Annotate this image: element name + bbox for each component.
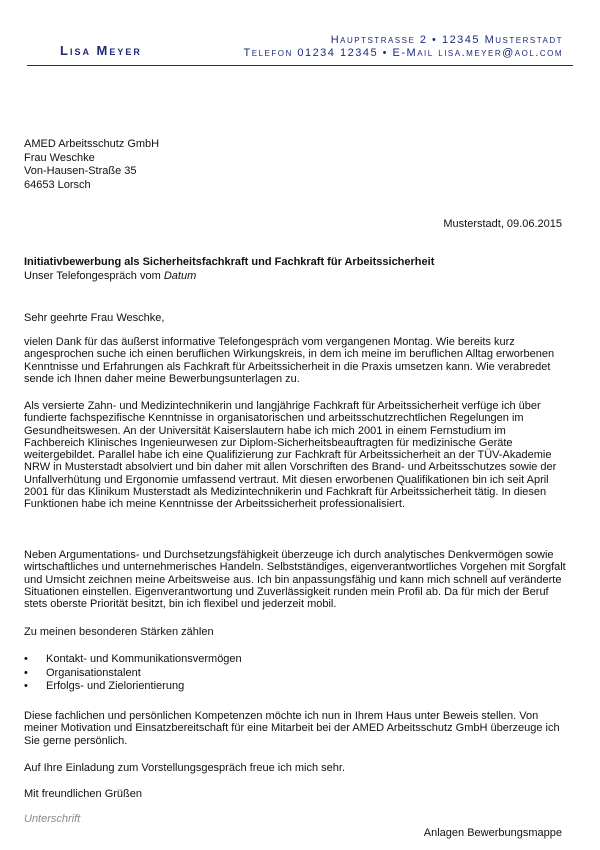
paragraph-skills <box>24 549 569 610</box>
paragraph-text: Diese fachlichen und persönlichen Kompetenzen möchte ich nun in Ihrem Haus unter Beweis stellen. Von meiner Motivation und Einsatzbereitschaft für eine Mitarbeit bei der AMED Arbeitsschutz GmbH überzeuge ich Sie gerne persönlich. <box>24 710 560 747</box>
list-item-label: Kontakt- und Kommunikationsvermögen <box>46 653 242 665</box>
salutation <box>24 312 569 324</box>
enclosure-note: Anlagen Bewerbungsmappe <box>423 827 562 839</box>
recipient-street: Von-Hausen-Straße 35 <box>24 165 137 177</box>
recipient-address <box>24 138 159 192</box>
closing <box>24 788 569 800</box>
paragraph-text: Neben Argumentations- und Durchsetzungsfähigkeit überzeuge ich durch analytisches Denkvermögen sowie wirtschaftliches und unternehmerisches Handeln. Selbstständiges, eigenverantwortliches Vorgehen mit Sorgfalt und Umsicht zeichnen meine Arbeitsweise aus. Ich bin anpassungsfähig und kann mich schnell auf veränderte Situationen einstellen. Eigenverantwortung und Zuverlässigkeit runden mein Profil ab. Da für mich der Beruf stets oberste Priorität besitzt, bin ich flexibel und jederzeit mobil. <box>24 549 566 611</box>
letterhead-address-line: Hauptstrasse 2 • 12345 Musterstadt <box>330 34 563 46</box>
salutation-text: Sehr geehrte Frau Weschke, <box>24 312 165 324</box>
bullet-icon: • <box>24 680 28 692</box>
paragraph-text: Auf Ihre Einladung zum Vorstellungsgespräch freue ich mich sehr. <box>24 762 346 774</box>
subject-reference-prefix: Unser Telefongespräch vom <box>24 269 164 282</box>
paragraph-invitation <box>24 762 569 774</box>
signature-placeholder: Unterschrift <box>24 813 81 825</box>
letterhead-contact-line: Telefon 01234 12345 • E-Mail lisa.meyer@aol.com <box>243 47 563 59</box>
recipient-city: 64653 Lorsch <box>24 178 91 191</box>
list-item-label: Organisationstalent <box>46 666 141 679</box>
paragraph-strengths-intro <box>24 626 569 638</box>
sender-name: Lisa Meyer <box>60 43 142 58</box>
paragraph-motivation <box>24 710 569 747</box>
recipient-contact: Frau Weschke <box>24 151 95 164</box>
paragraph-text: vielen Dank für das äußerst informative Telefongespräch vom vergangenen Montag. Wie bereits kurz angesprochen suche ich einen beruflichen Wirkungskreis, in dem ich meine im beruflichen Alltag erworbenen Kenntnisse und Erfahrungen als Fachkraft für Arbeitssicherheit in die Praxis umsetzen kann. Wie verabredet sende ich Ihnen daher meine Bewerbungsunterlagen zu. <box>24 336 555 385</box>
closing-text: Mit freundlichen Grüßen <box>24 788 142 800</box>
bullet-icon: • <box>24 666 28 679</box>
paragraph-intro <box>24 336 569 385</box>
bullet-icon: • <box>24 653 28 665</box>
subject-reference-placeholder: Datum <box>163 269 197 282</box>
list-item <box>24 667 242 681</box>
letterhead-contact <box>205 34 563 60</box>
subject-title: Initiativbewerbung als Sicherheitsfachkraft und Fachkraft für Arbeitssicherheit <box>24 256 435 268</box>
list-item <box>24 680 242 694</box>
strengths-list <box>24 653 242 694</box>
letter-date: Musterstadt, 09.06.2015 <box>443 218 562 230</box>
header-divider <box>27 65 573 66</box>
paragraph-qualifications <box>24 400 569 511</box>
paragraph-text: Zu meinen besonderen Stärken zählen <box>24 626 214 638</box>
subject-block <box>24 256 434 283</box>
recipient-company: AMED Arbeitsschutz GmbH <box>24 138 160 150</box>
list-item <box>24 653 242 667</box>
paragraph-text: Als versierte Zahn- und Medizintechnikerin und langjährige Fachkraft für Arbeitssicherheit verfüge ich über fundierte fachspezifische Kenntnisse in organisatorischen und arbeitsschutzrechtlichen Regelungen im Gesundheitswesen. An der Universität Kaiserslautern habe ich mich 2001 in einem Fernstudium im Fachbereich Klinisches Ingenieurwesen zur Diplom-Sicherheitsbeauftragten für medizinische Geräte weitergebildet. Parallel habe ich eine Qualifizierung zur Fachkraft für Arbeitssicherheit an der TÜV-Akademie NRW in Musterstadt absolviert und bin daher mit allen Vorschriften des Brand- und Arbeitsschutzes sowie der Unfallverhütung und Ergonomie umfassend vertraut. Mit diesen erworbenen Qualifikationen bin ich seit April 2001 für das Klinikum Musterstadt als Medizintechnikerin und Fachkraft für Arbeitssicherheit tätig. In diesen Funktionen habe ich meine Kenntnisse der Arbeitssicherheit professionalisiert. <box>24 400 557 511</box>
subject-reference <box>24 270 434 284</box>
list-item-label: Erfolgs- und Zielorientierung <box>46 680 185 692</box>
